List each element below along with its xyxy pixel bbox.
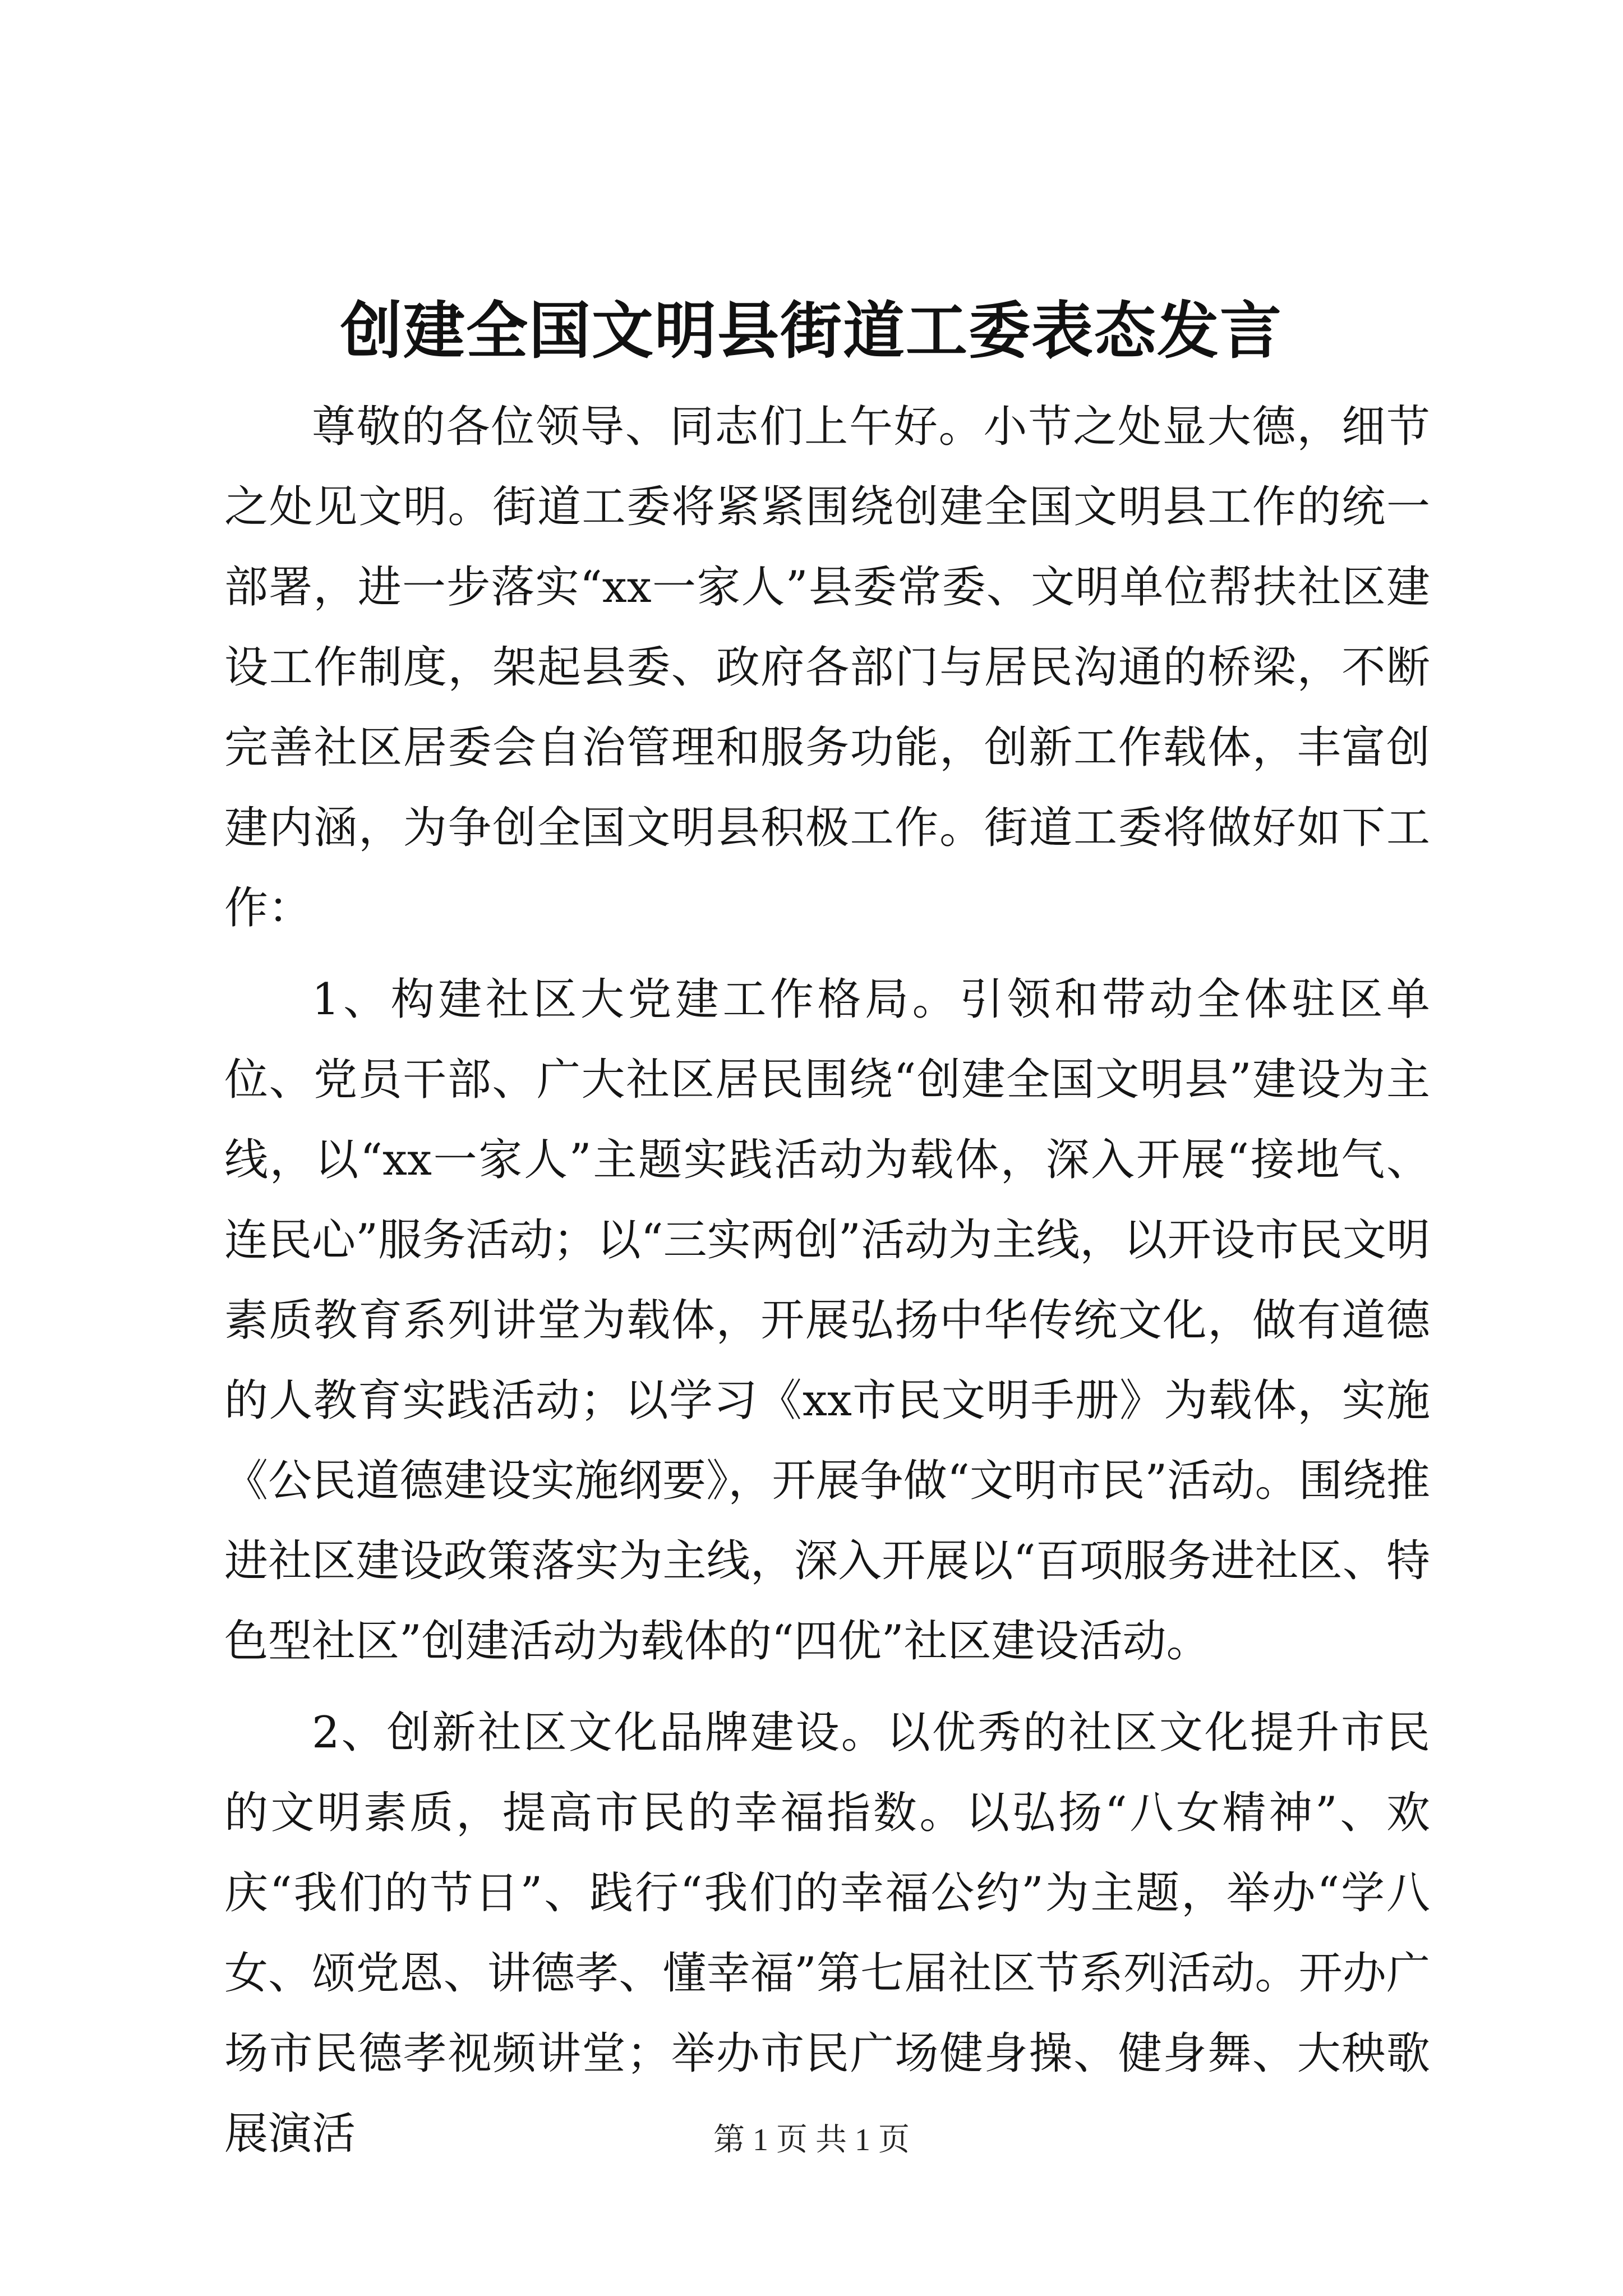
paragraph-item-1: 1、构建社区大党建工作格局。引领和带动全体驻区单位、党员干部、广大社区居民围绕“创建全国文明县”建设为主线，以“xx一家人”主题实践活动为载体，深入开展“接地气、连民心”服务活动；以“三实两创”活动为主线，以开设市民文明素质教育系列讲堂为载体，开展弘扬中华传统文化，做有道德的人教育实践活动；以学习《xx市民文明手册》为载体，实施《公民道德建设实施纲要》，开展争做“文明市民”活动。围绕推进社区建设政策落实为主线，深入开展以“百项服务进社区、特色型社区”创建活动为载体的“四优”社区建设活动。	[224, 974, 1430, 1667]
paragraph-item-2: 2、创新社区文化品牌建设。以优秀的社区文化提升市民的文明素质，提高市民的幸福指数。以弘扬“八女精神”、欢庆“我们的节日”、践行“我们的幸福公约”为主题，举办“学八女、颂党恩、讲德孝、懂幸福”第七届社区节系列活动。开办广场市民德孝视频讲堂；举办市民广场健身操、健身舞、大秧歌展演活	[224, 1708, 1430, 2159]
paragraph-intro: 尊敬的各位领导、同志们上午好。小节之处显大德，细节之处见文明。街道工委将紧紧围绕创建全国文明县工作的统一部署，进一步落实“xx一家人”县委常委、文明单位帮扶社区建设工作制度，架起县委、政府各部门与居民沟通的桥梁，不断完善社区居委会自治管理和服务功能，创新工作载体，丰富创建内涵，为争创全国文明县积极工作。街道工委将做好如下工作：	[224, 402, 1430, 933]
page-number-footer: 第 1 页 共 1 页	[713, 2123, 910, 2157]
document-title: 创建全国文明县街道工委表态发言	[340, 295, 1283, 367]
document-body	[224, 387, 1430, 2185]
